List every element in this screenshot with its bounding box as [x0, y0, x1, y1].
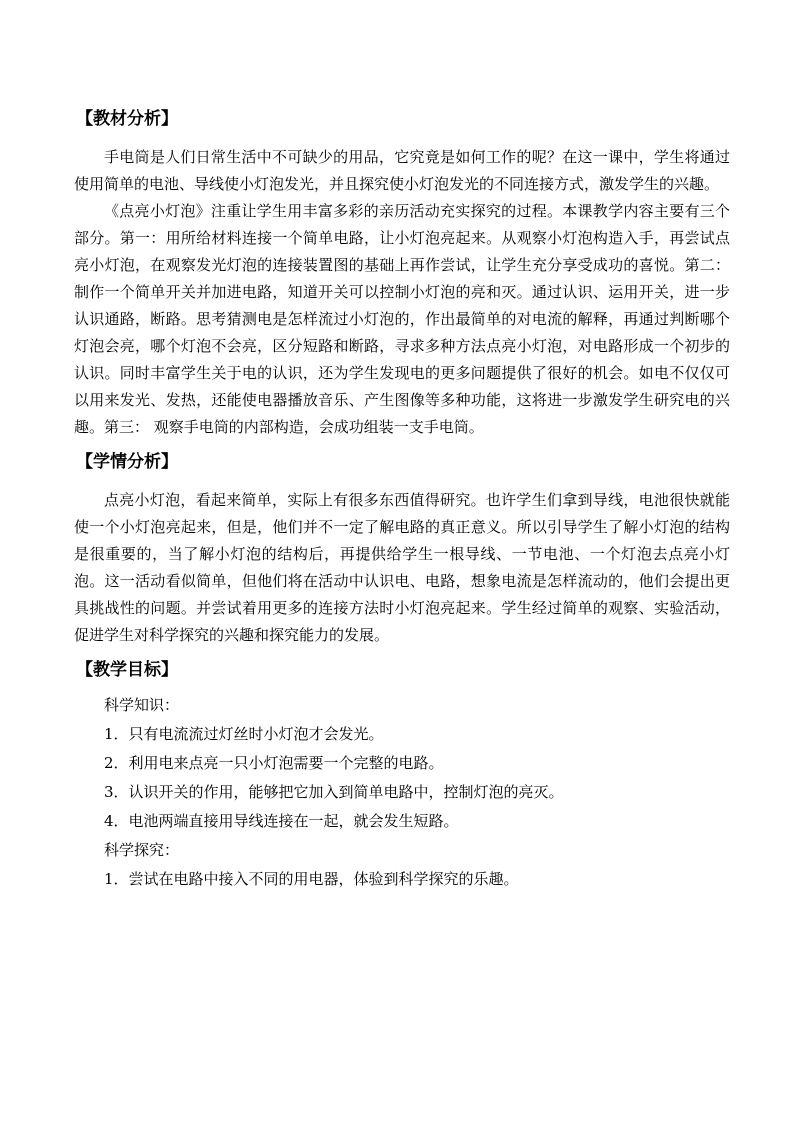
document-body — [74, 104, 730, 894]
list-item-knowledge-3: 3．认识开关的作用，能够把它加入到简单电路中，控制灯泡的亮灭。 — [104, 783, 564, 801]
list-item-knowledge-2: 2．利用电来点亮一只小灯泡需要一个完整的电路。 — [104, 754, 444, 772]
list-item-inquiry-1: 1．尝试在电路中接入不同的用电器，体验到科学探究的乐趣。 — [104, 870, 519, 888]
subheading-science-knowledge: 科学知识： — [104, 696, 180, 714]
heading-learner-analysis: 【学情分析】 — [76, 452, 178, 472]
heading-textbook-analysis: 【教材分析】 — [76, 109, 178, 129]
paragraph-analysis-content: 《点亮小灯泡》注重让学生用丰富多彩的亲历活动充实探究的过程。本课教学内容主要有三个部分。第一：用所给材料连接一个简单电路，让小灯泡亮起来。从观察小灯泡构造入手，再尝试点亮小灯泡，在观察发光灯泡的连接装置图的基础上再作尝试，让学生充分享受成功的喜悦。第二：制作一个简单开关并加进电路，知道开关可以控制小灯泡的亮和灭。通过认识、运用开关，进一步认识通路，断路。思考猜测电是怎样流过小灯泡的，作出最简单的对电流的解释，再通过判断哪个灯泡会亮，哪个灯泡不会亮，区分短路和断路，寻求多种方法点亮小灯泡，对电路形成一个初步的认识。同时丰富学生关于电的认识，还为学生发现电的更多问题提供了很好的机会。如电不仅仅可以用来发光、发热，还能使电器播放音乐、产生图像等多种功能，这将进一步激发学生研究电的兴趣。第三： 观察手电筒的内部构造，会成功组装一支手电筒。 — [74, 202, 730, 436]
subheading-science-inquiry: 科学探究： — [104, 841, 180, 859]
heading-teaching-goals: 【教学目标】 — [76, 660, 178, 680]
list-item-knowledge-4: 4．电池两端直接用导线连接在一起，就会发生短路。 — [104, 812, 459, 830]
paragraph-learner: 点亮小灯泡，看起来简单，实际上有很多东西值得研究。也许学生们拿到导线，电池很快就能使一个小灯泡亮起来，但是，他们并不一定了解电路的真正意义。所以引导学生了解小灯泡的结构是很重要的，当了解小灯泡的结构后，再提供给学生一根导线、一节电池、一个灯泡去点亮小灯泡。这一活动看似简单，但他们将在活动中认识电、电路，想象电流是怎样流动的，他们会提出更具挑战性的问题。并尝试着用更多的连接方法时小灯泡亮起来。学生经过简单的观察、实验活动，促进学生对科学探究的兴趣和探究能力的发展。 — [74, 491, 730, 644]
paragraph-analysis-intro: 手电筒是人们日常生活中不可缺少的用品，它究竟是如何工作的呢？在这一课中，学生将通过使用简单的电池、导线使小灯泡发光，并且探究使小灯泡发光的不同连接方式，激发学生的兴趣。 — [74, 148, 730, 193]
list-item-knowledge-1: 1．只有电流流过灯丝时小灯泡才会发光。 — [104, 725, 384, 743]
